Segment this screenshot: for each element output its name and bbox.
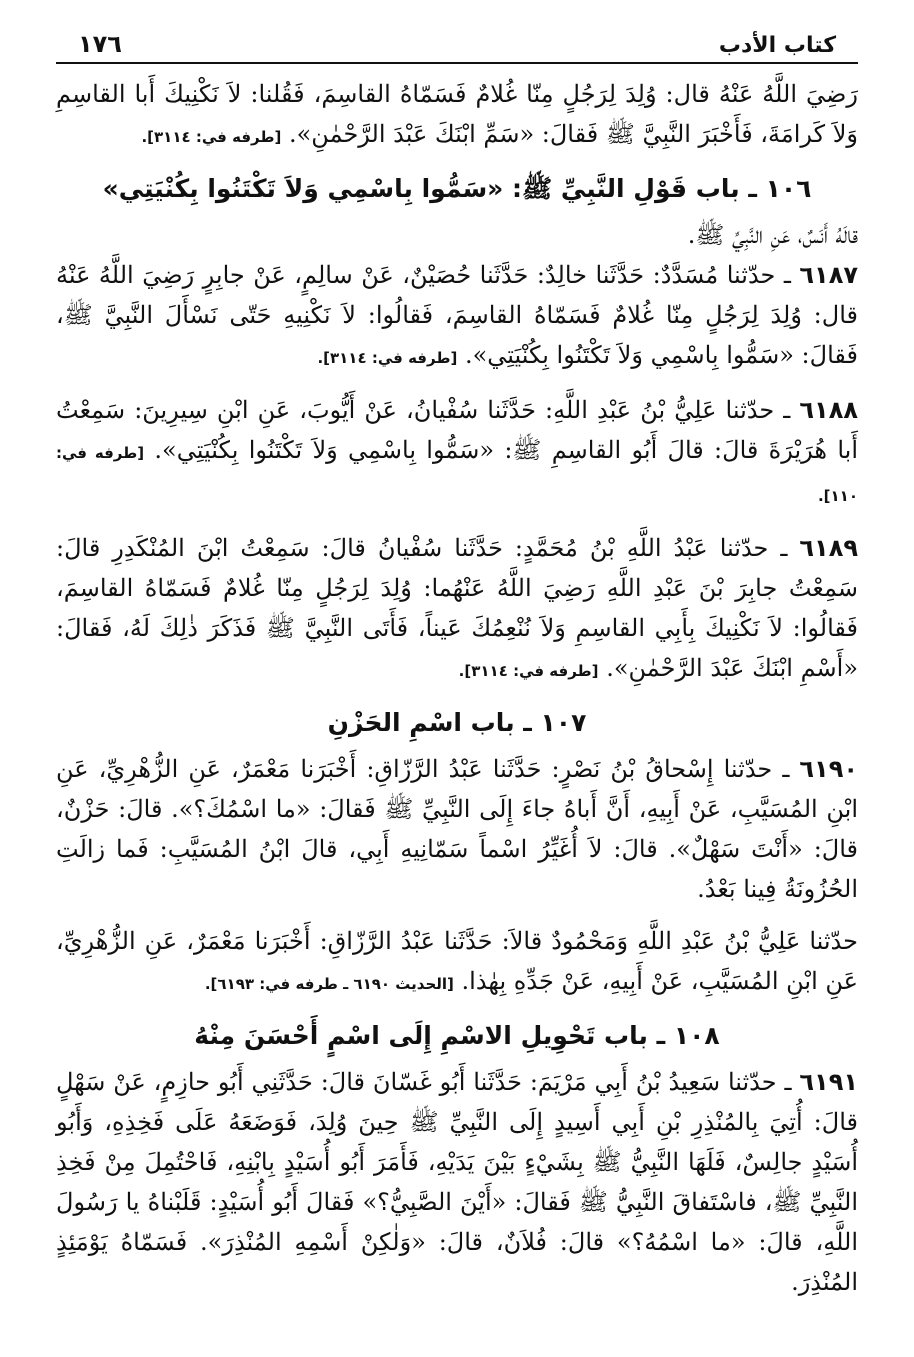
hadith-text: حدّثنا عَلِيُّ بْنُ عَبْدِ اللَّهِ وَمَحْمُودٌ قالاَ: حَدَّثَنا عَبْدُ الرَّزّاقِ: أَخْبَرَنا مَعْمَرٌ، عَنِ الزُّهْرِيِّ، عَنِ ابْنِ المُسَيَّبِ، عَنْ أَبِيهِ، عَنْ جَدِّهِ بِهٰذا.: [56, 927, 858, 995]
cross-reference: [طرفه في: ١١٠].: [56, 444, 858, 505]
hadith-text: ـ حدّثنا عَبْدُ اللَّهِ بْنُ مُحَمَّدٍ: حَدَّثَنا سُفْيانُ قالَ: سَمِعْتُ ابْنَ المُنْكَدِرِ قالَ: سَمِعْتُ جابِرَ بْنَ عَبْدِ اللَّهِ رَضِيَ اللَّهُ عَنْهُما: وُلِدَ لِرَجُلٍ مِنّا غُلامٌ فَسَمّاهُ القاسِمَ، فَقالُوا: لاَ نَكْنِيكَ بِأَبِي القاسِمِ وَلاَ نُنْعِمُكَ عَيناً، فَأَتَى النَّبِيَّ ﷺ فَذَكَرَ ذٰلِكَ لَهُ، فَقالَ: «أَسْمِ ابْنَكَ عَبْدَ الرَّحْمٰنِ».: [56, 534, 858, 682]
page-body: [56, 74, 858, 1302]
page-number: ١٧٦: [78, 30, 122, 58]
hadith-text: ـ حدّثنا سَعِيدُ بْنُ أَبِي مَرْيَمَ: حَدَّثَنا أَبُو غَسّانَ قالَ: حَدَّثَنِي أَبُو حازِمٍ، عَنْ سَهْلٍ قالَ: أُتِيَ بِالمُنْذِرِ بْنِ أَبِي أَسِيدٍ إِلَى النَّبِيِّ ﷺ حِينَ وُلِدَ، فَوَضَعَهُ عَلَى فَخِذِهِ، وَأَبُو أُسَيْدٍ جالِسٌ، فَلَهَا النَّبِيُّ ﷺ بِشَيْءٍ بَيْنَ يَدَيْهِ، فَأَمَرَ أَبُو أُسَيْدٍ بِابْنِهِ، فَاحْتُمِلَ مِنْ فَخِذِ النَّبِيِّ ﷺ، فاسْتَفاقَ النَّبِيُّ ﷺ فَقالَ: «أَيْنَ الصَّبِيُّ؟» فَقالَ أَبُو أُسَيْدٍ: قَلَبْناهُ يا رَسُولَ اللَّهِ، قالَ: «ما اسْمُهُ؟» قالَ: فُلاَنٌ، قالَ: «وَلٰكِنْ أَسْمِهِ المُنْذِرَ». فَسَمّاهُ يَوْمَئِذٍ المُنْذِرَ.: [56, 1068, 858, 1296]
hadith-text: ـ حدّثنا عَلِيُّ بْنُ عَبْدِ اللَّهِ: حَدَّثَنا سُفْيانُ، عَنْ أَيُّوبَ، عَنِ ابْنِ سِيرِينَ: سَمِعْتُ أَبا هُرَيْرَةَ قالَ: قالَ أَبُو القاسِمِ ﷺ: «سَمُّوا بِاسْمِي وَلاَ تَكْتَنُوا بِكُنْيَتِي».: [56, 396, 859, 464]
hadith-6189: [56, 528, 858, 691]
page-header: [56, 30, 858, 64]
hadith-6190-second-chain: [56, 921, 858, 1004]
top-paragraph: [56, 74, 858, 157]
hadith-text: ـ حدّثنا مُسَدَّدٌ: حَدَّثَنا خالِدٌ: حَدَّثَنا حُصَيْنٌ، عَنْ سالِمٍ، عَنْ جابِرٍ رَضِيَ اللَّهُ عَنْهُ قال: وُلِدَ لِرَجُلٍ مِنّا غُلامٌ فَسَمّاهُ القاسِمَ، فَقالُوا: لاَ نَكْنِيهِ حَتّى نَسْأَلَ النَّبِيَّ ﷺ، فَقالَ: «سَمُّوا بِاسْمِي وَلاَ تَكْتَنُوا بِكُنْيَتِي».: [56, 261, 858, 369]
hadith-number: ٦١٩١: [799, 1068, 858, 1096]
hadith-6187: [56, 255, 858, 378]
chapter-heading-106: ١٠٦ ـ باب قَوْلِ النَّبِيِّ ﷺ: «سَمُّوا بِاسْمِي وَلاَ تَكْتَنُوا بِكُنْيَتِي»: [102, 174, 812, 203]
chapter-intro: قالَهُ أَنَسٌ، عَنِ النَّبِيِّ ﷺ.: [687, 221, 858, 249]
hadith-6190: [56, 749, 858, 909]
paragraph-text: رَضِيَ اللَّهُ عَنْهُ قال: وُلِدَ لِرَجُلٍ مِنّا غُلامٌ فَسَمّاهُ القاسِمَ، فَقُلنا: لاَ نَكْنِيكَ أَبا القاسِمِ وَلاَ كَرامَةَ، فَأَخْبَرَ النَّبِيَّ ﷺ فَقالَ: «سَمِّ ابْنَكَ عَبْدَ الرَّحْمٰنِ».: [56, 80, 858, 148]
hadith-number: ٦١٨٧: [799, 261, 858, 289]
hadith-number: ٦١٩٠: [799, 755, 858, 783]
chapter-heading-108: ١٠٨ ـ باب تَحْوِيلِ الاسْمِ إِلَى اسْمٍ أَحْسَنَ مِنْهُ: [194, 1021, 720, 1050]
chapter-heading-107: ١٠٧ ـ باب اسْمِ الحَزْنِ: [327, 708, 587, 737]
cross-reference: [طرفه في: ٣١١٤].: [141, 128, 282, 146]
hadith-number: ٦١٨٩: [799, 534, 858, 562]
hadith-number: ٦١٨٨: [799, 396, 858, 424]
hadith-6188: [56, 390, 858, 516]
hadith-6191: [56, 1062, 858, 1302]
cross-reference: [الحديث ٦١٩٠ ـ طرفه في: ٦١٩٣].: [204, 975, 454, 993]
book-title: كتاب الأدب: [718, 33, 836, 58]
cross-reference: [طرفه في: ٣١١٤].: [458, 662, 599, 680]
cross-reference: [طرفه في: ٣١١٤].: [317, 349, 458, 367]
hadith-text: ـ حدّثنا إِسْحاقُ بْنُ نَصْرٍ: حَدَّثَنا عَبْدُ الرَّزّاقِ: أَخْبَرَنا مَعْمَرٌ، عَنِ الزُّهْرِيِّ، عَنِ ابْنِ المُسَيَّبِ، عَنْ أَبِيهِ، أَنَّ أَباهُ جاءَ إِلَى النَّبِيِّ ﷺ فَقالَ: «ما اسْمُكَ؟». قالَ: حَزْنٌ، قالَ: «أَنْتَ سَهْلٌ». قالَ: لاَ أُغَيِّرُ اسْماً سَمّانِيهِ أَبِي، قالَ ابْنُ المُسَيَّبِ: فَما زالَتِ الحُزُونَةُ فِينا بَعْدُ.: [56, 755, 858, 903]
